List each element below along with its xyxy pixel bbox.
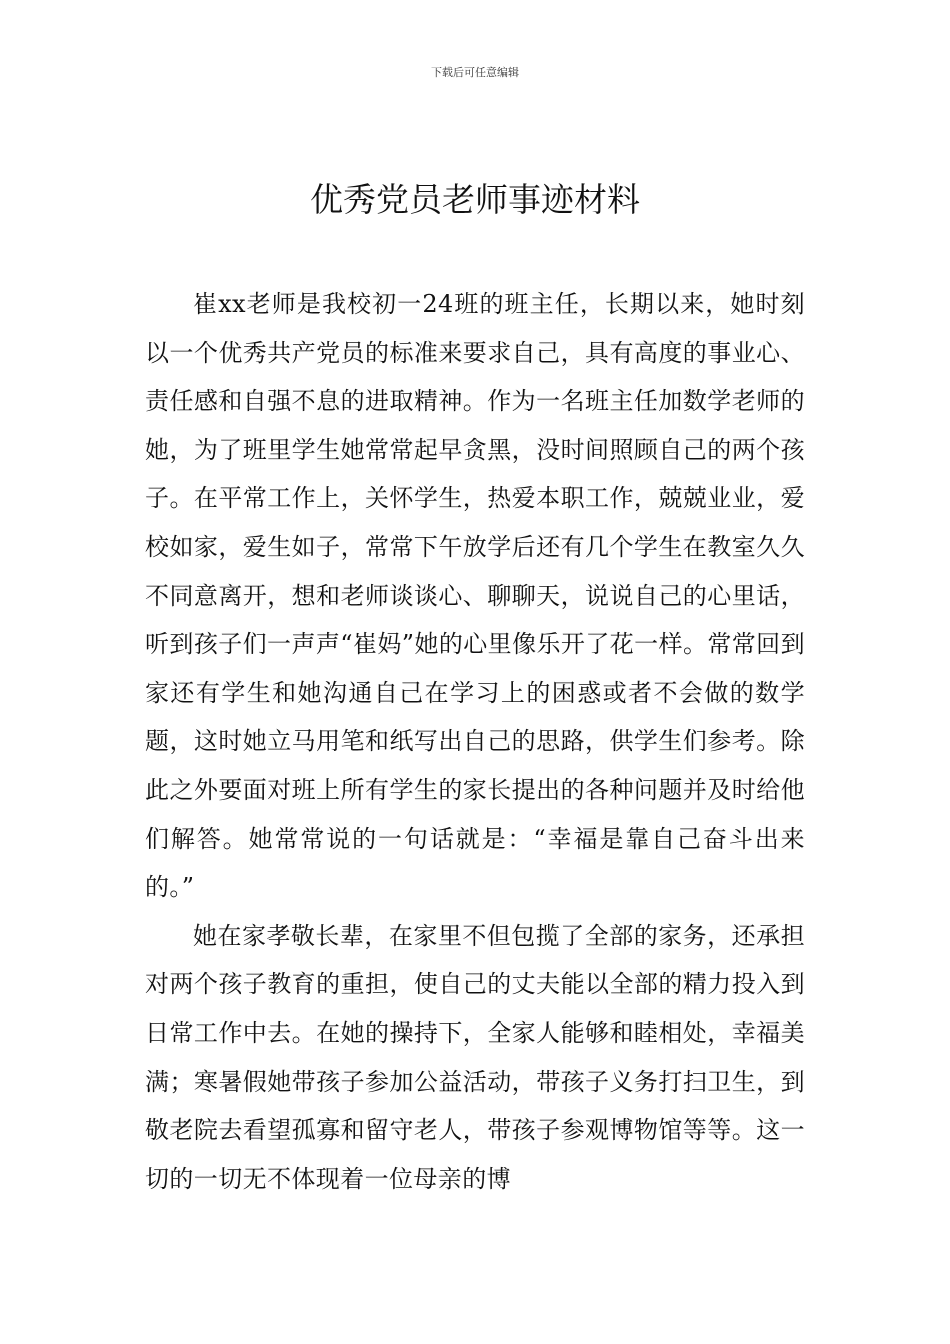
document-body xyxy=(145,280,805,1203)
paragraph-2: 她在家孝敬长辈，在家里不但包揽了全部的家务，还承担对两个孩子教育的重担，使自己的丈夫能以全部的精力投入到日常工作中去。在她的操持下，全家人能够和睦相处，幸福美满；寒暑假她带孩子参加公益活动，带孩子义务打扫卫生，到敬老院去看望孤寡和留守老人，带孩子参观博物馆等等。这一切的一切无不体现着一位母亲的博 xyxy=(145,921,805,1193)
document-title: 优秀党员老师事迹材料 xyxy=(310,180,640,219)
page-header-note: 下载后可任意编辑 xyxy=(431,66,519,79)
paragraph-1: 崔xx老师是我校初一24班的班主任，长期以来，她时刻以一个优秀共产党员的标准来要求自己，具有高度的事业心、责任感和自强不息的进取精神。作为一名班主任加数学老师的她，为了班里学生她常常起早贪黑，没时间照顾自己的两个孩子。在平常工作上，关怀学生，热爱本职工作，兢兢业业，爱校如家，爱生如子，常常下午放学后还有几个学生在教室久久不同意离开，想和老师谈谈心、聊聊天，说说自己的心里话，听到孩子们一声声“崔妈”她的心里像乐开了花一样。常常回到家还有学生和她沟通自己在学习上的困惑或者不会做的数学题，这时她立马用笔和纸写出自己的思路，供学生们参考。除此之外要面对班上所有学生的家长提出的各种问题并及时给他们解答。她常常说的一句话就是：“幸福是靠自己奋斗出来的。” xyxy=(145,290,805,902)
